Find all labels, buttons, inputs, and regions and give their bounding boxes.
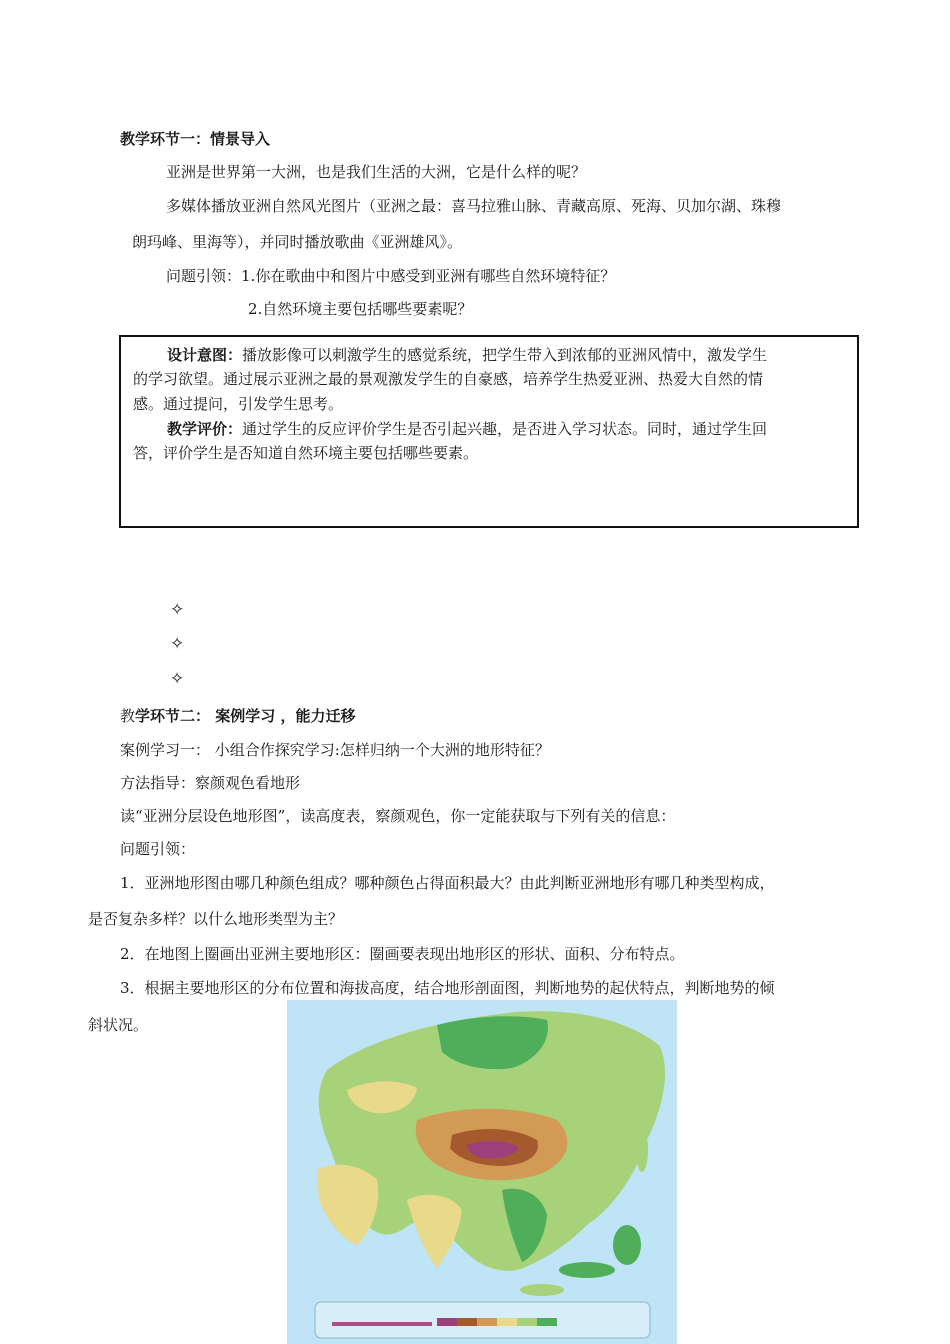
section2-read: 读“亚洲分层设色地形图”，读高度表，察颜观色，你一定能获取与下列有关的信息： <box>120 807 676 825</box>
asia-relief-map-icon <box>287 1000 677 1344</box>
diamond-bullet-icon: ✧ <box>170 634 185 654</box>
section2-question-label: 问题引领： <box>120 840 196 858</box>
eval-line-2: 答，评价学生是否知道自然环境主要包括哪些要素。 <box>133 444 479 462</box>
asia-relief-map <box>287 1000 677 1344</box>
section2-item-1b: 是否复杂多样？以什么地形类型为主？ <box>88 910 344 928</box>
section1-heading: 教学环节一：情景导入 <box>120 130 271 148</box>
section2-heading-prefix: 教 <box>120 707 136 725</box>
section1-paragraph-2b: 朗玛峰、里海等），并同时播放歌曲《亚洲雄风》。 <box>132 233 463 251</box>
section1-question-2: 2.自然环境主要包括哪些要素呢？ <box>248 300 473 318</box>
section2-item-3a: 3．根据主要地形区的分布位置和海拔高度，结合地形剖面图，判断地势的起伏特点，判断地势的倾 <box>120 979 775 997</box>
intent-line-3: 感。通过提问，引发学生思考。 <box>133 395 344 413</box>
section2-item-2: 2．在地图上圈画出亚洲主要地形区：圈画要表现出地形区的形状、面积、分布特点。 <box>120 945 685 963</box>
section2-item-1a: 1．亚洲地形图由哪几种颜色组成？哪种颜色占得面积最大？由此判断亚洲地形有哪几种类型构成， <box>120 874 775 892</box>
section2-method: 方法指导：察颜观色看地形 <box>120 774 301 792</box>
section1-question-row-1 <box>166 265 615 286</box>
section2-heading <box>120 705 355 726</box>
eval-label: 教学评价： <box>167 420 243 438</box>
question-1: 1.你在歌曲中和图片中感受到亚洲有哪些自然环境特征？ <box>241 267 616 285</box>
eval-line-1 <box>167 418 767 439</box>
intent-line-2: 的学习欲望。通过展示亚洲之最的景观激发学生的自豪感，培养学生热爱亚洲、热爱大自然的情 <box>133 370 764 388</box>
intent-text-1: 播放影像可以刺激学生的感觉系统，把学生带入到浓郁的亚洲风情中，激发学生 <box>242 346 768 364</box>
intent-label: 设计意图： <box>167 346 243 364</box>
section2-heading-rest: 学环节二： 案例学习 ，能力迁移 <box>135 707 356 725</box>
section2-case: 案例学习一： 小组合作探究学习:怎样归纳一个大洲的地形特征？ <box>120 741 550 759</box>
section2-item-3b: 斜状况。 <box>88 1016 149 1034</box>
diamond-bullet-icon: ✧ <box>170 600 185 620</box>
design-intent-box <box>119 335 859 528</box>
section1-paragraph-2a: 多媒体播放亚洲自然风光图片（亚洲之最：喜马拉雅山脉、青藏高原、死海、贝加尔湖、珠穆 <box>166 197 782 215</box>
section1-paragraph-1: 亚洲是世界第一大洲，也是我们生活的大洲，它是什么样的呢？ <box>166 163 587 181</box>
eval-text-1: 通过学生的反应评价学生是否引起兴趣，是否进入学习状态。同时，通过学生回 <box>242 420 768 438</box>
intent-line-1 <box>167 344 767 365</box>
question-label: 问题引领： <box>166 267 242 285</box>
diamond-bullet-icon: ✧ <box>170 669 185 689</box>
